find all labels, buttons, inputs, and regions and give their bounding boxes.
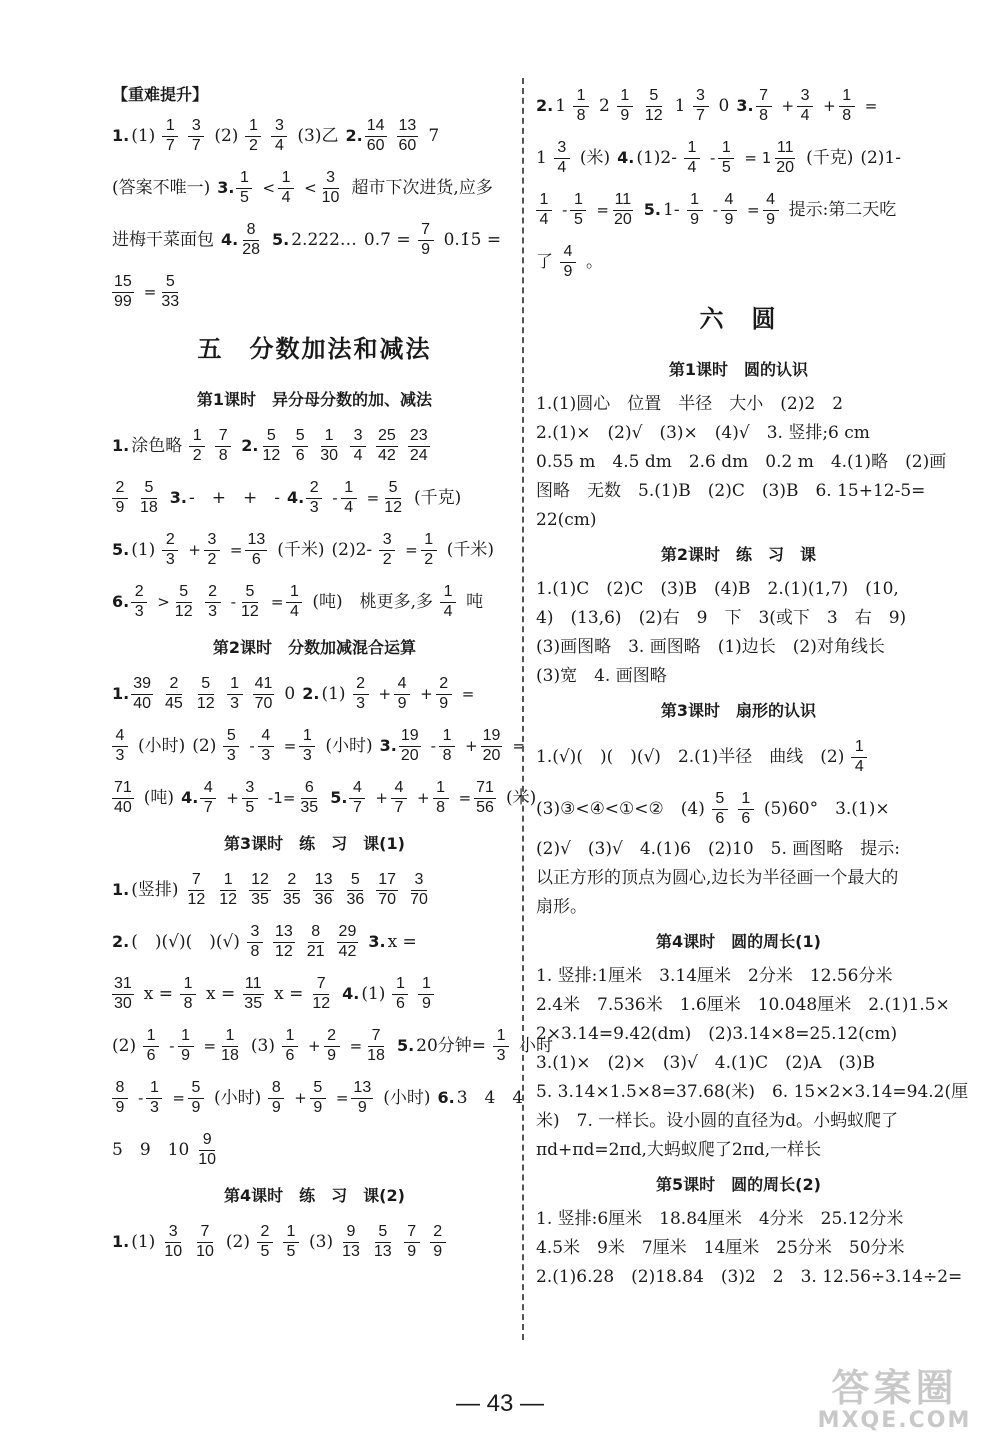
fraction: 2 9	[430, 1224, 446, 1261]
answer-line: 5. 3.14×1.5×8=37.68(米) 6. 15×2×3.14=94.2(厘	[536, 1082, 969, 1102]
fraction: $\frac{1}{4}$	[341, 480, 357, 517]
fraction: $\frac{1}{2}$	[421, 532, 437, 569]
fraction: $\frac{1}{8}$	[433, 780, 449, 817]
column-divider	[522, 78, 524, 1340]
fraction: $\frac{1}{18}$	[221, 1026, 239, 1064]
fraction: 2 5	[257, 1224, 273, 1261]
fraction: 1 5	[283, 1224, 299, 1261]
fraction: 1 3	[227, 676, 243, 713]
fraction: 5 12	[196, 674, 215, 712]
fraction: 4 9	[560, 244, 576, 281]
fraction: $\frac{3}{2}$	[204, 532, 220, 569]
answer-line: 1. 竖排:1厘米 3.14厘米 2分米 12.56分米	[536, 966, 893, 986]
fraction: 5 6	[292, 428, 308, 465]
fraction: $\frac{1}{8}$	[180, 976, 196, 1013]
fraction: $\frac{4}{9}$	[721, 192, 737, 229]
answer-line: 31 30 x = $\frac{1}{8}$ x = $\frac{11}{35}$ x = $\frac{7}{12}$ 4. (1) 1 6 1 9	[112, 968, 517, 1020]
answer-line: 1.(√)( )( )(√) 2.(1)半径 曲线 (2) 1 4	[536, 731, 941, 783]
fraction: $\frac{7}{18}$	[367, 1026, 385, 1064]
answer-line: 1 3 4 (米) 4. (1)2- 1 4 - $\frac{1}{5}$ = 1 11 20 (千克) (2)1-	[536, 138, 901, 176]
lesson-title: 第1课时 异分母分数的加、减法	[196, 390, 433, 409]
fraction: 1 6	[143, 1028, 159, 1065]
answer-line: 进梅干菜面包 4. 8 28 5. 2.222… 0.7̇ = $\frac{7}{9}$ 0.1̇5̇ =	[112, 220, 502, 258]
fraction: 1 4	[684, 140, 700, 177]
fraction: 13 36	[314, 870, 333, 908]
fraction: $\frac{11}{20}$	[614, 190, 632, 228]
fraction: $\frac{4}{9}$	[394, 676, 410, 713]
answer-line: (3)③<④<①<② (4) 5 6 1 6 (5)60° 3.(1)×	[536, 789, 890, 827]
answer-line: 6. 2 3 > 5 12 2 3 - $\frac{5}{12}$ = $\frac{1}{4}$ (吨) 桃更多,多 1 4 吨	[112, 582, 484, 620]
answer-line: (3)画图略 3. 画图略 (1)边长 (2)对角线长	[536, 637, 885, 657]
answer-line: $\frac{15}{99}$ = $\frac{5}{33}$	[114, 272, 180, 310]
fraction: $\frac{1}{3}$	[146, 1080, 162, 1117]
fraction: 9 10	[198, 1130, 217, 1168]
fraction: 3 10	[164, 1222, 183, 1260]
fraction: 29 42	[338, 922, 357, 960]
answer-line: 2.(1)× (2)√ (3)× (4)√ 3. 竖排;6 cm	[536, 423, 870, 443]
fraction: 8 9	[268, 1080, 284, 1117]
fraction: 4 7	[349, 780, 365, 817]
fraction: 1 4	[278, 170, 294, 207]
fraction: 5 36	[346, 870, 365, 908]
fraction: 1 9	[687, 192, 703, 229]
fraction: $\frac{19}{20}$	[482, 726, 501, 764]
fraction: $\frac{1}{9}$	[178, 1028, 194, 1065]
watermark-logo	[807, 1367, 982, 1437]
fraction: 11 20	[776, 138, 795, 176]
fraction: $\frac{4}{3}$	[258, 728, 274, 765]
answer-line: 1. 涂色略 1 2 7 8 2. 5 12 5 6 1 30 3 4 25 42 23 24	[112, 426, 428, 464]
fraction: 31 30	[114, 974, 132, 1012]
answer-line: 4 3 (小时) (2) 5 3 - $\frac{4}{3}$ = $\frac{1}{3}$ (小时) 3. 19 20 - 1 8 + $\frac{19}{20}$ =	[112, 720, 517, 772]
answer-line: 5. (1) 2 3 + $\frac{3}{2}$ = $\frac{13}{6}$ (千米) (2)2- $\frac{3}{2}$ = $\frac{1}{2}$ (千米)	[112, 530, 495, 568]
answer-line: 以正方形的顶点为圆心,边长为半径画一个最大的	[536, 868, 899, 888]
fraction: $\frac{71}{56}$	[476, 778, 494, 816]
answer-line: 8 9 - $\frac{1}{3}$ = $\frac{5}{9}$ (小时) 8 9 + $\frac{5}{9}$ = $\frac{13}{9}$ (小时) 6. 3 4 4	[112, 1072, 517, 1124]
fraction: $\frac{2}{9}$	[436, 676, 452, 713]
fraction: $\frac{15}{99}$	[114, 272, 132, 310]
answer-line: (3)宽 4. 画图略	[536, 666, 667, 686]
fraction: 2 3	[162, 532, 178, 569]
fraction: 1 2	[189, 428, 205, 465]
watermark-url: MXQE.COM	[817, 1408, 972, 1433]
fraction: 2 3	[306, 480, 322, 517]
fraction: $\frac{1}{5}$	[570, 192, 586, 229]
fraction: 1 4	[851, 739, 867, 776]
page-number: — 43 —	[455, 1390, 545, 1417]
answer-line: 2.(1)6.28 (2)18.84 (3)2 2 3. 12.56÷3.14÷2=	[536, 1267, 963, 1287]
answer-line: 1.(1)C (2)C (3)B (4)B 2.(1)(1,7) (10,	[536, 579, 899, 599]
fraction: $\frac{4}{9}$	[763, 192, 779, 229]
fraction: $\frac{1}{4}$	[286, 584, 302, 621]
fraction: 3 7	[188, 118, 204, 155]
lesson-title: 第2课时 分数加减混合运算	[212, 638, 417, 657]
fraction: $\frac{13}{9}$	[353, 1078, 372, 1116]
fraction: 8 21	[306, 922, 325, 960]
fraction: 2 45	[165, 674, 183, 712]
answer-line: 1 4 - $\frac{1}{5}$ = $\frac{11}{20}$ 5. 1- 1 9 - $\frac{4}{9}$ = $\frac{4}{9}$ 提示:第二天吃	[536, 184, 941, 236]
answer-line: πd+πd=2πd,大蚂蚁爬了2πd,一样长	[536, 1140, 822, 1160]
fraction: $\frac{3}{5}$	[242, 780, 258, 817]
fraction: 1 7	[162, 118, 178, 155]
fraction: 9 13	[342, 1222, 360, 1260]
fraction: 5 12	[262, 426, 281, 464]
fraction: 1 4	[536, 192, 552, 229]
fraction: 3 10	[321, 168, 340, 206]
fraction: 1 6	[738, 791, 754, 828]
answer-line: 4) (13,6) (2)右 9 下 3(或下 3 右 9)	[536, 608, 907, 628]
fraction: 5 3	[223, 728, 239, 765]
fraction: $\frac{5}{9}$	[188, 1080, 204, 1117]
section-heading: 【重难提升】	[112, 85, 209, 104]
lesson-title: 第4课时 圆的周长(1)	[656, 932, 821, 951]
answer-line: (2) 1 6 - $\frac{1}{9}$ = $\frac{1}{18}$ (3) 1 6 + $\frac{2}{9}$ = $\frac{7}{18}$ 5. 20分钟= $\frac{1}{3}$ 小时	[112, 1026, 554, 1064]
answer-line: 2. 1 1 8 2 1 9 5 12 1 3 7 0 3. 7 8 + $\frac{3}{4}$ + $\frac{1}{8}$ =	[536, 86, 878, 124]
fraction: 5 12	[644, 86, 663, 124]
fraction: $\frac{13}{6}$	[247, 530, 266, 568]
fraction: 3 4	[271, 118, 287, 155]
lesson-title: 第2课时 练 习 课	[660, 545, 817, 564]
fraction: 7 8	[215, 428, 231, 465]
fraction: 4 3	[112, 728, 128, 765]
answer-line: 4.5米 9米 7厘米 14厘米 25分米 50分米	[536, 1238, 905, 1258]
answer-line: 3.(1)× (2)× (3)√ 4.(1)C (2)A (3)B	[536, 1053, 876, 1073]
fraction: 1 4	[440, 584, 456, 621]
fraction: 1 8	[573, 88, 589, 125]
fraction: $\frac{7}{12}$	[312, 974, 331, 1012]
chapter-title: 五 分数加法和减法	[197, 334, 432, 363]
lesson-title: 第1课时 圆的认识	[668, 360, 809, 379]
fraction: $\frac{1}{8}$	[839, 88, 855, 125]
fraction: 13 12	[274, 922, 293, 960]
fraction: 25 42	[378, 426, 396, 464]
fraction: 2 3	[131, 584, 147, 621]
answer-line: 1. (1) 1 7 3 7 (2) 1 2 3 4 (3)乙 2. 14 60 13 60 7	[112, 116, 440, 154]
fraction: 12 35	[251, 870, 269, 908]
fraction: 1 12	[219, 870, 238, 908]
answer-line: (答案不唯一) 3. 1 5 < 1 4 < 3 10 超市下次进货,应多	[112, 168, 493, 206]
left-column	[112, 80, 554, 1268]
answer-line: 了 4 9 。	[536, 242, 603, 280]
fraction: 14 60	[366, 116, 385, 154]
fraction: 23 24	[409, 426, 428, 464]
fraction: 3 4	[554, 140, 570, 177]
fraction: 1 9	[418, 976, 434, 1013]
fraction: 1 6	[282, 1028, 298, 1065]
fraction: 5 12	[174, 582, 193, 620]
answer-line: 1. (1) 3 10 7 10 (2) 2 5 1 5 (3) 9 13 5 13 7 9 2 9	[112, 1216, 517, 1268]
fraction: 1 30	[320, 426, 339, 464]
fraction: $\frac{6}{35}$	[300, 778, 319, 816]
fraction: 1 6	[392, 976, 408, 1013]
fraction: 71 40	[114, 778, 132, 816]
fraction: $\frac{11}{35}$	[244, 974, 263, 1012]
fraction: 17 70	[378, 870, 397, 908]
fraction: 19 20	[400, 726, 419, 764]
answer-line: 1. 竖排:6厘米 18.84厘米 4分米 25.12分米	[536, 1209, 904, 1229]
fraction: $\frac{1}{5}$	[718, 140, 734, 177]
fraction: 1 9	[617, 88, 633, 125]
fraction: 7 9	[404, 1224, 420, 1261]
fraction: 13 60	[398, 116, 417, 154]
fraction: $\frac{5}{12}$	[384, 478, 403, 516]
lesson-title: 第3课时 练 习 课(1)	[224, 834, 405, 853]
fraction: 8 9	[112, 1080, 128, 1117]
fraction: 7 12	[187, 870, 206, 908]
answer-line: 1. 39 40 2 45 5 12 1 3 41 70 0 2. (1) 2 3 + $\frac{4}{9}$ + $\frac{2}{9}$ =	[112, 674, 475, 712]
fraction: $\frac{1}{3}$	[299, 728, 315, 765]
answer-line: 1. (竖排) 7 12 1 12 12 35 2 35 13 36 5 36 17 70 3 70	[112, 870, 428, 908]
right-column	[536, 80, 969, 1292]
answer-line: 2.4米 7.536米 1.6厘米 10.048厘米 2.(1)1.5×	[536, 995, 950, 1015]
answer-line: 2×3.14=9.42(dm) (2)3.14×8=25.12(cm)	[536, 1024, 898, 1044]
fraction: 1 8	[439, 728, 455, 765]
fraction: $\frac{4}{7}$	[391, 780, 407, 817]
fraction: 8 28	[242, 220, 261, 258]
lesson-title: 第4课时 练 习 课(2)	[224, 1186, 405, 1205]
fraction: 3 8	[247, 924, 263, 961]
fraction: 1 2	[245, 118, 261, 155]
fraction: 5 13	[373, 1222, 392, 1260]
fraction: $\frac{5}{33}$	[161, 272, 180, 310]
fraction: 4 7	[200, 780, 216, 817]
fraction: 3 70	[410, 870, 428, 908]
fraction: 5 6	[712, 791, 728, 828]
answer-line: 71 40 (吨) 4. 4 7 + $\frac{3}{5}$ -1= $\frac{6}{35}$ 5. 4 7 + $\frac{4}{7}$ + $\frac{1}{8}$ = $\frac{71}{56}$ (米)	[114, 778, 537, 816]
answer-line: 扇形。	[536, 897, 587, 917]
answer-line: 米) 7. 一样长。设小圆的直径为d。小蚂蚁爬了	[536, 1111, 899, 1131]
answer-line: (2)√ (3)√ 4.(1)6 (2)10 5. 画图略 提示:	[536, 839, 901, 859]
fraction: $\frac{3}{2}$	[379, 532, 395, 569]
fraction: $\frac{7}{9}$	[418, 222, 434, 259]
answer-line: 1.(1)圆心 位置 半径 大小 (2)2 2	[536, 394, 844, 414]
fraction: 3 7	[693, 88, 709, 125]
fraction: 7 10	[196, 1222, 214, 1260]
watermark-text: 答案圈	[831, 1366, 958, 1410]
fraction: $\frac{5}{12}$	[241, 582, 259, 620]
answer-line: 2 9 5 18 3. - + + - 4. 2 3 - $\frac{1}{4}$ = $\frac{5}{12}$ (千克)	[112, 472, 517, 524]
answer-line: 2. ( )(√)( )(√) 3 8 13 12 8 21 29 42 3. x =	[112, 922, 417, 960]
lesson-title: 第3课时 扇形的认识	[660, 701, 817, 720]
fraction: 7 8	[756, 88, 772, 125]
fraction: $\frac{1}{3}$	[493, 1028, 509, 1065]
chapter-title: 六 圆	[699, 304, 778, 333]
answer-line: 22(cm)	[536, 510, 597, 530]
fraction: 2 3	[353, 676, 369, 713]
fraction: 3 4	[350, 428, 366, 465]
answer-line: 图略 无数 5.(1)B (2)C (3)B 6. 15+12-5=	[536, 481, 926, 501]
lesson-title: 第5课时 圆的周长(2)	[656, 1175, 821, 1194]
answer-line: 0.55 m 4.5 dm 2.6 dm 0.2 m 4.(1)略 (2)画	[536, 452, 947, 472]
fraction: 1 5	[236, 170, 252, 207]
fraction: 41 70	[254, 674, 273, 712]
fraction: $\frac{2}{9}$	[324, 1028, 340, 1065]
fraction: 39 40	[133, 674, 152, 712]
fraction: 2 35	[282, 870, 301, 908]
fraction: $\frac{5}{9}$	[310, 1080, 326, 1117]
fraction: 2 9	[112, 480, 128, 517]
fraction: 5 18	[140, 478, 158, 516]
answer-line: 5 9 10 9 10	[112, 1130, 217, 1168]
fraction: $\frac{3}{4}$	[797, 88, 813, 125]
fraction: 2 3	[205, 584, 221, 621]
